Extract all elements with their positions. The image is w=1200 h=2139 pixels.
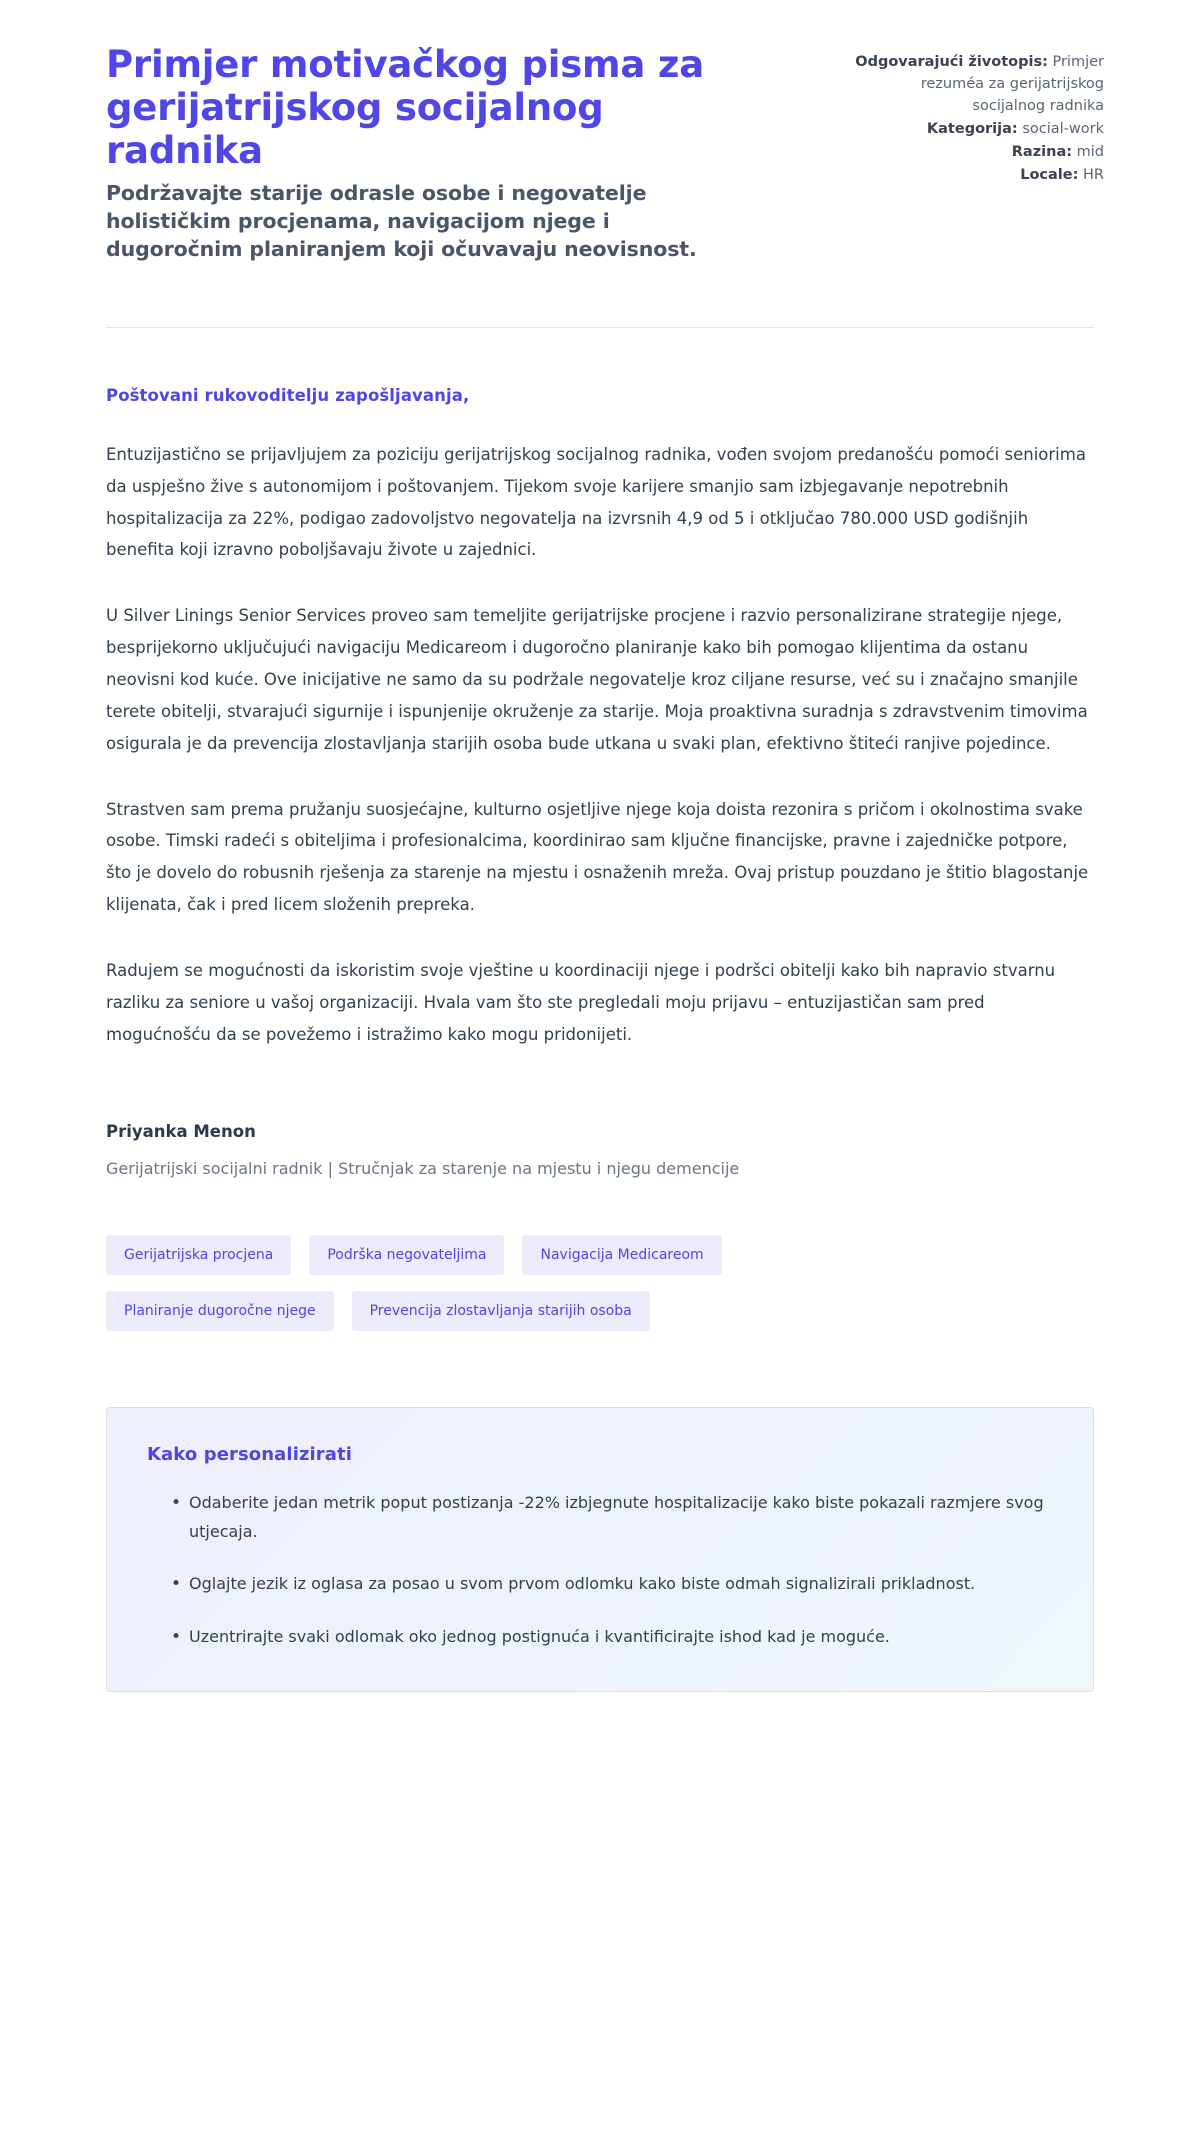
tag-chip[interactable]: Podrška negovateljima: [309, 1235, 504, 1275]
letter-paragraph: Radujem se mogućnosti da iskoristim svoje vještine u koordinaciji njege i podršci obitelji kako bih napravio stvarnu razliku za seniore u vašoj organizaciji. Hvala vam što ste pregledali moju prijavu – entuzijastičan sam pred mogućnošću da se povežemo i istražimo kako mogu pridonijeti.: [106, 960, 1056, 1044]
letter-paragraph: Entuzijastično se prijavljujem za poziciju gerijatrijskog socijalnog radnika, vođen svojom predanošću pomoći seniorima da uspješno žive s autonomijom i poštovanjem. Tijekom svoje karijere smanjio sam izbjegavanje nepotrebnih hospitalizacija za 22%, podigao zadovoljstvo negovatelja na izvrsnih 4,9 od 5 i otključao 780.000 USD godišnjih benefita koji izravno poboljšavaju živote u zajednici.: [106, 444, 1086, 560]
callout-list-item: • Uzentrirajte svaki odlomak oko jednog postignuća i kvantificirajte ishod kad je moguće.: [171, 1623, 1053, 1651]
cover-letter-body: [0, 386, 1200, 1051]
meta-label-locale: Locale:: [1020, 167, 1079, 184]
meta-label-resume: Odgovarajući životopis:: [855, 54, 1048, 70]
callout-list: [147, 1489, 1053, 1651]
meta-value-level: mid: [1076, 144, 1104, 161]
callout-list-item: • Oglajte jezik iz oglasa za posao u svom prvom odlomku kako biste odmah signalizirali prikladnost.: [171, 1570, 1053, 1598]
tag-chip[interactable]: Navigacija Medicareom: [522, 1235, 721, 1275]
callout-list-item: • Odaberite jedan metrik poput postizanja -22% izbjegnute hospitalizacije kako biste pokazali razmjere svog utjecaja.: [171, 1489, 1053, 1546]
meta-row-resume: [844, 51, 1104, 117]
how-to-personalize-callout: [106, 1407, 1094, 1692]
letter-salutation: Poštovani rukovoditelju zapošljavanja,: [106, 385, 470, 405]
signature-name: Priyanka Menon: [106, 1122, 256, 1142]
header-divider: [106, 327, 1094, 328]
tag-chip[interactable]: Planiranje dugoročne njege: [106, 1291, 334, 1331]
page-subtitle: Podržavajte starije odrasle osobe i negovatelje holističkim procjenama, navigacijom njege i dugoročnim planiranjem koji očuvavaju neovisnost.: [106, 180, 697, 261]
meta-row-locale: [844, 164, 1104, 186]
meta-label-level: Razina:: [1011, 144, 1073, 161]
document-header: [0, 44, 1200, 263]
letter-signature: [0, 1122, 1200, 1181]
header-title-block: [106, 44, 746, 263]
callout-title: Kako personalizirati: [147, 1444, 353, 1466]
meta-row-category: [844, 118, 1104, 140]
document-metadata: [844, 44, 1104, 187]
tag-list: [0, 1235, 1060, 1331]
letter-paragraph: U Silver Linings Senior Services proveo sam temeljite gerijatrijske procjene i razvio personalizirane strategije njege, besprijekorno uključujući navigaciju Medicareom i dugoročno planiranje kako bih pomogao klijentima da ostanu neovisni kod kuće. Ove inicijative ne samo da su podržale negovatelje kroz ciljane resurse, već su i značajno smanjile terete obitelji, stvarajući sigurnije i ispunjenije okruženje za starije. Moja proaktivna suradnja s zdravstvenim timovima osigurala je da prevencija zlostavljanja starijih osoba bude utkana u svaki plan, efektivno štiteći ranjive pojedince.: [106, 606, 1088, 753]
tag-chip[interactable]: Gerijatrijska procjena: [106, 1235, 291, 1275]
meta-value-category: social-work: [1022, 121, 1104, 138]
page-bottom-spacer: [0, 1692, 1200, 1752]
page-title: Primjer motivačkog pisma za gerijatrijskog socijalnog radnika: [106, 43, 704, 172]
letter-paragraph: Strastven sam prema pružanju suosjećajne, kulturno osjetljive njege koja doista rezonira s pričom i okolnostima svake osobe. Timski radeći s obiteljima i profesionalcima, koordinirao sam ključne financijske, pravne i zajedničke potpore, što je dovelo do robusnih rješenja za starenje na mjestu i osnaženih mreža. Ovaj pristup pouzdano je štitio blagostanje klijenata, čak i pred licem složenih prepreka.: [106, 799, 1089, 915]
tag-chip[interactable]: Prevencija zlostavljanja starijih osoba: [352, 1291, 650, 1331]
meta-value-resume: Primjer rezuméa za gerijatrijskog socijalnog radnika: [920, 54, 1104, 115]
meta-label-category: Kategorija:: [926, 121, 1018, 138]
signature-role: Gerijatrijski socijalni radnik | Stručnjak za starenje na mjestu i njegu demencije: [106, 1159, 740, 1179]
meta-row-level: [844, 141, 1104, 163]
meta-value-locale: HR: [1083, 167, 1104, 184]
